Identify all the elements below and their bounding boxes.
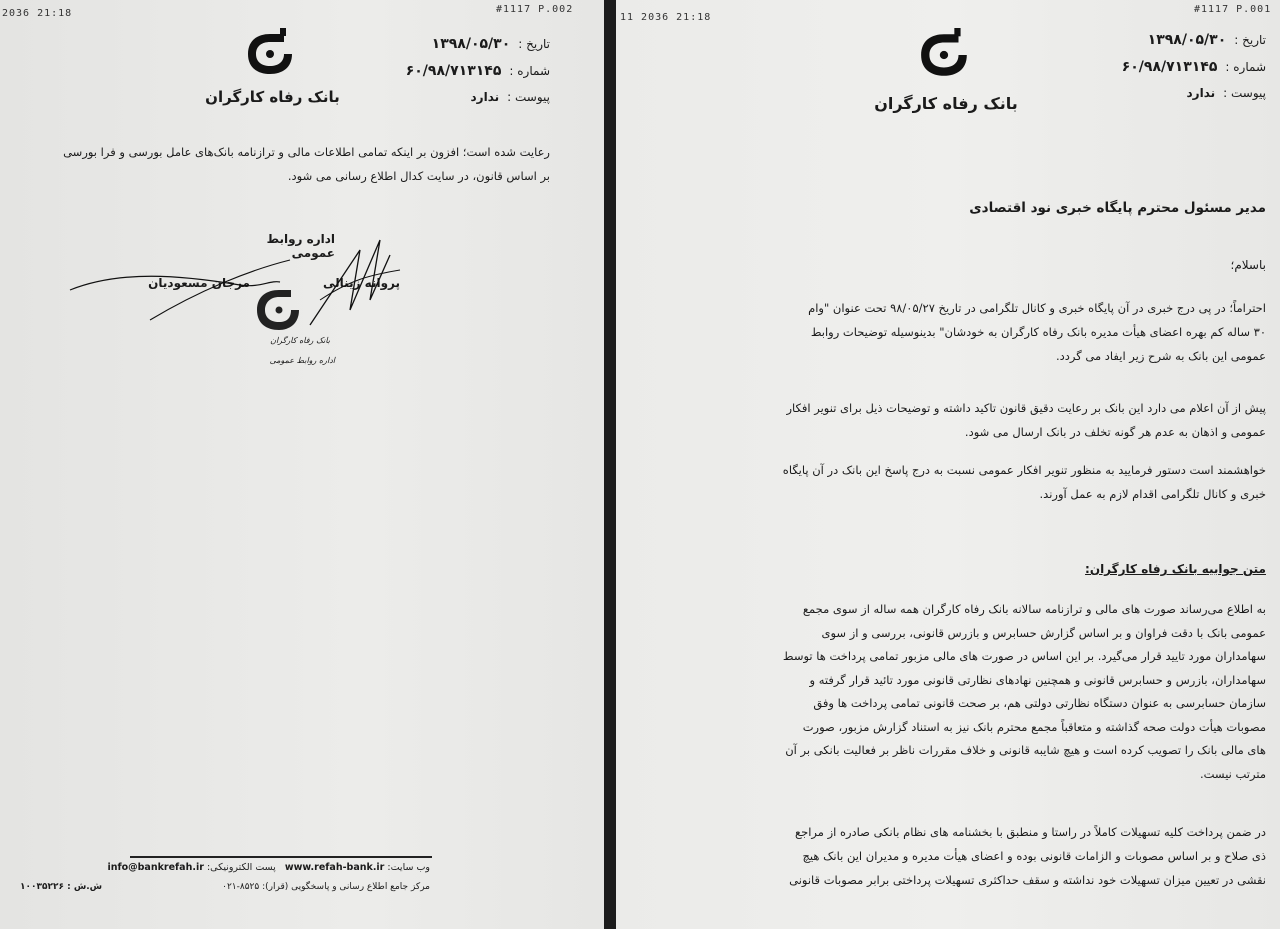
continuation-text <box>30 140 550 188</box>
signature-department: اداره روابط عمومی <box>266 232 335 260</box>
text-line: رعایت شده است؛ افزون بر اینکه تمامی اطلاعات مالی و ترازنامه بانک‌های عامل بورسی و فرا بورسی <box>63 145 550 159</box>
date-label: تاریخ : <box>518 37 550 51</box>
signatory-1: پروانه زینالی <box>323 276 400 290</box>
text-line: مترتب نیست. <box>1199 766 1266 781</box>
fax-header-page: #1117 P.002 <box>496 4 574 15</box>
reply-heading: متن جوابیه بانک رفاه کارگران: <box>1085 562 1266 576</box>
postal-code: ش.ش : ۱۰۰۳۵۲۲۶ <box>20 882 103 892</box>
text-line: احتراماً؛ در پی درج خبری در آن پایگاه خبری و کانال تلگرامی در تاریخ ۹۸/۰۵/۲۷ تحت عنوان "وام <box>808 301 1266 315</box>
text-line: عمومی و اذهان به عدم هر گونه تخلف در بانک ارسال می شود. <box>964 425 1266 439</box>
email-label: پست الکترونیکی: <box>206 862 276 873</box>
text-line: در ضمن پرداخت کلیه تسهیلات کاملاً در راستا و منطبق با بخشنامه های نظام بانکی صادره از مراجع <box>794 825 1266 839</box>
date-row <box>1076 32 1266 59</box>
fax-page-2 <box>0 0 604 929</box>
website-label: وب سایت: <box>387 862 430 873</box>
stamp-text-2: اداره روابط عمومی <box>269 356 335 365</box>
bank-name: بانک رفاه کارگران <box>874 94 1018 113</box>
date-label: تاریخ : <box>1234 33 1266 47</box>
text-line: ۳۰ ساله کم بهره اعضای هیأت مدیره بانک رفاه کارگران به خودشان" بدینوسیله توضیحات روابط <box>810 325 1266 339</box>
reply-paragraph-2 <box>646 820 1266 892</box>
attachment-label: پیوست : <box>507 90 550 104</box>
text-line: نقشی در تعیین میزان تسهیلات خود نداشته و سقف حداکثری تسهیلات پرداختی برابر مصوبات قانونی <box>789 873 1266 887</box>
number-label: شماره : <box>509 64 550 78</box>
bank-logo-icon <box>912 28 978 82</box>
footer-divider <box>130 856 432 858</box>
letter-meta <box>380 36 550 117</box>
date-value: ۱۳۹۸/۰۵/۳۰ <box>1147 32 1227 48</box>
fax-page-1 <box>616 0 1280 929</box>
date-value: ۱۳۹۸/۰۵/۳۰ <box>431 36 511 52</box>
text-line: عمومی بانک با دقت فراوان و بر اساس گزارش حسابرس و بازرس قانونی، بررسی و از سوی <box>821 625 1266 640</box>
attachment-label: پیوست : <box>1223 86 1266 100</box>
text-line: سازمان حسابرسی به عنوان دستگاه نظارتی دولتی هم، بر صحت قانونی تمامی پرداخت ها وفق <box>813 696 1266 710</box>
text-line: های مالی بانک را تصویب کرده است و هیچ شایبه قانونی و خلاف مقررات ناظر بر فعالیت بانکی بر آن <box>785 743 1266 757</box>
text-line: مصوبات هیأت دولت صحه گذاشته و متعاقباً مجمع محترم بانک نیز به استناد گزارش مزبور، صورت <box>802 719 1266 734</box>
number-row <box>1076 59 1266 86</box>
website-link[interactable]: www.refah-bank.ir <box>284 862 385 873</box>
fax-header-time: 2036 21:18 <box>2 8 73 19</box>
attachment-row <box>380 90 550 117</box>
text-line: سهامداران مورد تایید قرار می‌گیرد. بر این اساس در صورت های مالی مزبور تمامی پرداخت ها توسط <box>782 649 1266 663</box>
number-value: ۶۰/۹۸/۷۱۳۱۴۵ <box>405 63 502 79</box>
text-line: خبری و کانال تلگرامی اقدام لازم به عمل آورند. <box>1039 487 1266 501</box>
footer-center: مرکز جامع اطلاع رسانی و پاسخگویی (قرار): ۸۵۲۵-۰۲۱ <box>222 882 430 892</box>
number-row <box>380 63 550 90</box>
intro-paragraph-1 <box>646 296 1266 368</box>
email-link[interactable]: info@bankrefah.ir <box>107 862 204 873</box>
letter-meta <box>1076 32 1266 113</box>
attachment-row <box>1076 86 1266 113</box>
text-line: خواهشمند است دستور فرمایید به منظور تنویر افکار عمومی نسبت به درج پاسخ این بانک در آن پایگاه <box>782 463 1266 477</box>
text-line: پیش از آن اعلام می دارد این بانک بر رعایت دقیق قانون تاکید داشته و توضیحات ذیل برای تنویر افکار <box>786 401 1266 415</box>
text-line: بر اساس قانون، در سایت کدال اطلاع رسانی می شود. <box>287 169 550 183</box>
signatory-2: مرجان مسعودیان <box>148 276 250 290</box>
reply-paragraph-1 <box>646 598 1266 786</box>
intro-paragraph-3 <box>646 458 1266 506</box>
text-line: ذی صلاح و بر اساس مصوبات و الزامات قانونی بوده و اعضای هیأت مدیره و مدیران این بانک هیچ <box>802 849 1266 863</box>
greeting: باسلام؛ <box>1230 258 1266 272</box>
text-line: سهامداران، بازرس و حسابرس قانونی و همچنین نهادهای نظارتی قانونی مورد تائید قرار گرفته و <box>809 672 1266 687</box>
attachment-value: ندارد <box>1186 86 1216 100</box>
stamp-text-1: بانک رفاه کارگران <box>270 336 330 345</box>
bank-name: بانک رفاه کارگران <box>205 88 340 106</box>
date-row <box>380 36 550 63</box>
bank-logo-icon <box>240 28 302 80</box>
addressee: مدیر مسئول محترم پایگاه خبری نود اقتصادی <box>969 200 1266 216</box>
fax-header-time: 11 2036 21:18 <box>620 12 712 23</box>
text-line: عمومی این بانک به شرح زیر ایفاد می گردد. <box>1056 349 1266 363</box>
number-value: ۶۰/۹۸/۷۱۳۱۴۵ <box>1121 59 1218 75</box>
footer-contacts <box>107 862 430 873</box>
signature-scribble-icon <box>60 230 410 330</box>
number-label: شماره : <box>1225 60 1266 74</box>
text-line: به اطلاع می‌رساند صورت های مالی و ترازنامه سالانه بانک رفاه کارگران همه ساله از سوی مجمع <box>802 602 1266 616</box>
fax-header-page: #1117 P.001 <box>1194 4 1272 15</box>
attachment-value: ندارد <box>470 90 500 104</box>
intro-paragraph-2 <box>646 396 1266 444</box>
